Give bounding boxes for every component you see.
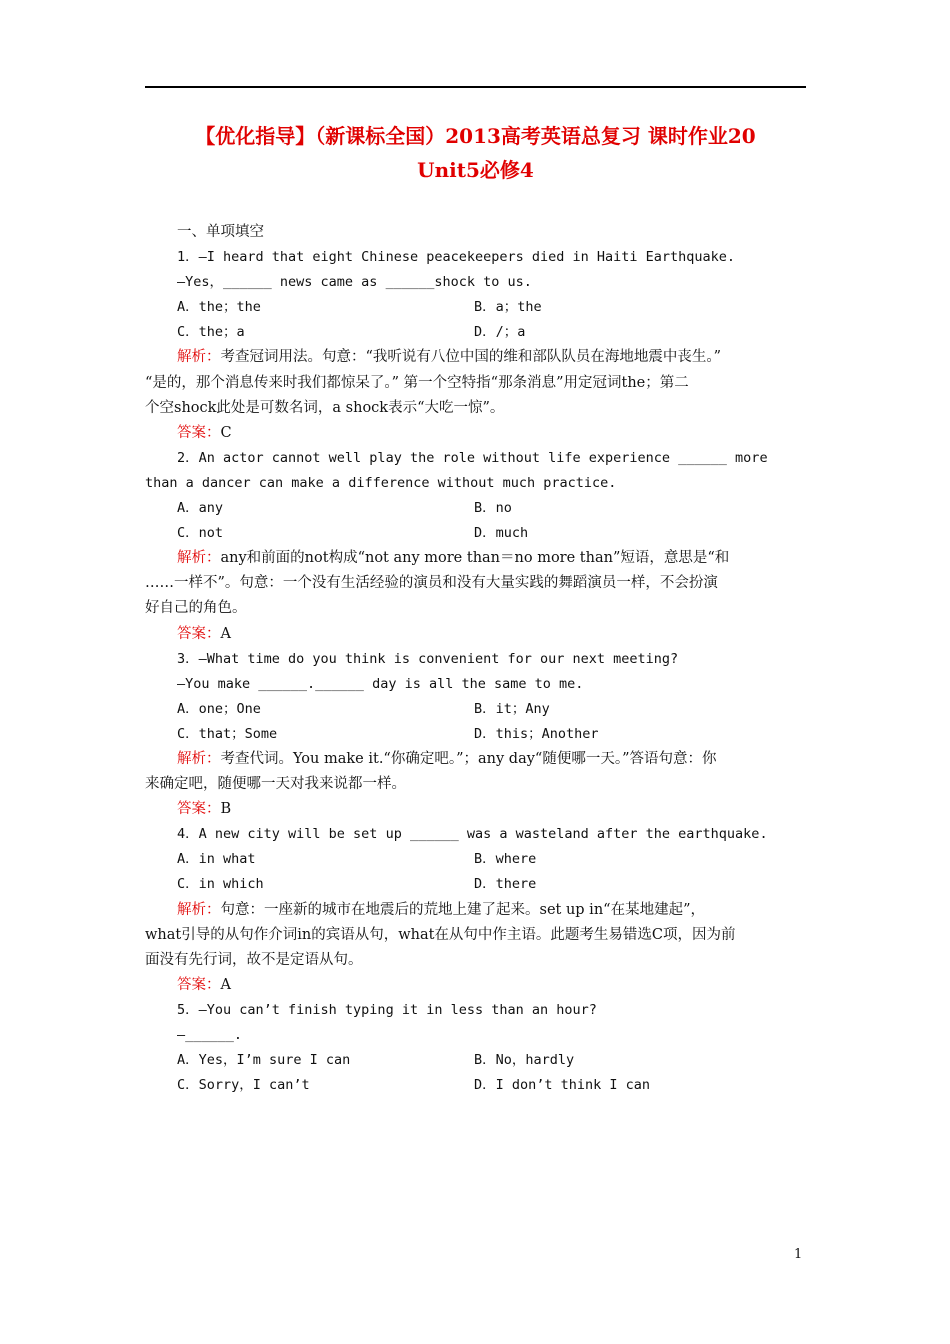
analysis-line: 个空shock此处是可数名词，a shock表示“大吃一惊”。 xyxy=(145,399,505,416)
analysis-line: what引导的从句作介词in的宾语从句，what在从句中作主语。此题考生易错选C项，因为前 xyxy=(145,926,736,943)
analysis-label: 解析： xyxy=(177,550,221,567)
question-stem: 1．—I heard that eight Chinese peacekeepers died in Haiti Earthquake. xyxy=(177,249,736,266)
answer-line xyxy=(145,973,806,998)
analysis-line: 好自己的角色。 xyxy=(145,600,247,617)
analysis-line xyxy=(145,345,806,370)
answer-label: 答案： xyxy=(177,976,221,993)
doc-title-line1: 【优化指导】（新课标全国）2013高考英语总复习 课时作业20 xyxy=(195,124,756,148)
analysis-line xyxy=(145,546,806,571)
option: B．a；the xyxy=(474,299,542,316)
answer-line xyxy=(145,622,806,647)
answer-value: A xyxy=(220,625,231,642)
analysis-line: 面没有先行词，故不是定语从句。 xyxy=(145,951,363,968)
page-number: 1 xyxy=(794,1247,803,1262)
option: C．the；a xyxy=(177,324,245,341)
analysis-line: ……一样不”。句意：一个没有生活经验的演员和没有大量实践的舞蹈演员一样，不会扮演 xyxy=(145,575,718,592)
option-row xyxy=(145,295,806,320)
option: D．this；Another xyxy=(474,725,599,742)
question-stem: 5．—You can’t finish typing it in less than an hour? xyxy=(177,1001,597,1018)
answer-value: B xyxy=(220,801,232,818)
option-row xyxy=(145,697,806,722)
analysis-line: “是的，那个消息传来时我们都惊呆了。” 第一个空特指“那条消息”用定冠词the；第二 xyxy=(145,374,689,391)
option-row xyxy=(145,496,806,521)
question-stem: than a dancer can make a difference without much practice. xyxy=(145,474,617,491)
option: A．Yes，I’m sure I can xyxy=(177,1052,351,1069)
analysis-text: 考查冠词用法。句意：“我听说有八位中国的维和部队队员在海地地震中丧生。” xyxy=(220,349,722,366)
analysis-line xyxy=(145,747,806,772)
section-heading: 一、单项填空 xyxy=(177,224,264,240)
option: D．/；a xyxy=(474,324,526,341)
analysis-line: 来确定吧，随便哪一天对我来说都一样。 xyxy=(145,776,406,793)
option: D．much xyxy=(474,525,529,542)
question-stem: —Yes，______ news came as ______shock to us. xyxy=(177,274,532,291)
question-stem: 4．A new city will be set up ______ was a wasteland after the earthquake. xyxy=(177,826,768,843)
option: B．it；Any xyxy=(474,700,550,717)
answer-line xyxy=(145,421,806,446)
document-body xyxy=(145,220,806,1098)
answer-label: 答案： xyxy=(177,424,221,441)
option: A．the；the xyxy=(177,299,261,316)
option-row xyxy=(145,320,806,345)
option: B．No，hardly xyxy=(474,1052,575,1069)
analysis-text: 考查代词。You make it.“你确定吧。”；any day“随便哪一天。”答语句意：你 xyxy=(220,750,717,767)
question-stem: 2．An actor cannot well play the role without life experience ______ more xyxy=(177,449,768,466)
option: A．one；One xyxy=(177,700,261,717)
option: D．there xyxy=(474,876,537,893)
option-row xyxy=(145,1048,806,1073)
analysis-line xyxy=(145,898,806,923)
analysis-text: any和前面的not构成“not any more than＝no more than”短语，意思是“和 xyxy=(220,550,730,567)
answer-label: 答案： xyxy=(177,801,221,818)
header-rule xyxy=(145,86,806,88)
analysis-label: 解析： xyxy=(177,349,221,366)
option: B．no xyxy=(474,500,512,517)
answer-label: 答案： xyxy=(177,625,221,642)
option: C．in which xyxy=(177,876,264,893)
option: C．Sorry，I can’t xyxy=(177,1077,310,1094)
doc-title-line2: Unit5必修4 xyxy=(417,158,534,182)
question-stem: —______. xyxy=(177,1027,243,1043)
answer-value: C xyxy=(220,424,232,441)
option: D．I don’t think I can xyxy=(474,1077,651,1094)
analysis-label: 解析： xyxy=(177,750,221,767)
option-row xyxy=(145,872,806,897)
answer-line xyxy=(145,797,806,822)
option: A．in what xyxy=(177,851,256,868)
option: C．that；Some xyxy=(177,725,278,742)
analysis-text: 句意：一座新的城市在地震后的荒地上建了起来。set up in“在某地建起”， xyxy=(220,901,705,918)
option: B．where xyxy=(474,851,537,868)
option-row xyxy=(145,847,806,872)
question-stem: 3．—What time do you think is convenient for our next meeting? xyxy=(177,650,679,667)
option-row xyxy=(145,722,806,747)
answer-value: A xyxy=(220,976,231,993)
option-row xyxy=(145,1073,806,1098)
option-row xyxy=(145,521,806,546)
option: C．not xyxy=(177,525,224,542)
analysis-label: 解析： xyxy=(177,901,221,918)
question-stem: —You make ______.______ day is all the same to me. xyxy=(177,675,584,692)
option: A．any xyxy=(177,500,224,517)
